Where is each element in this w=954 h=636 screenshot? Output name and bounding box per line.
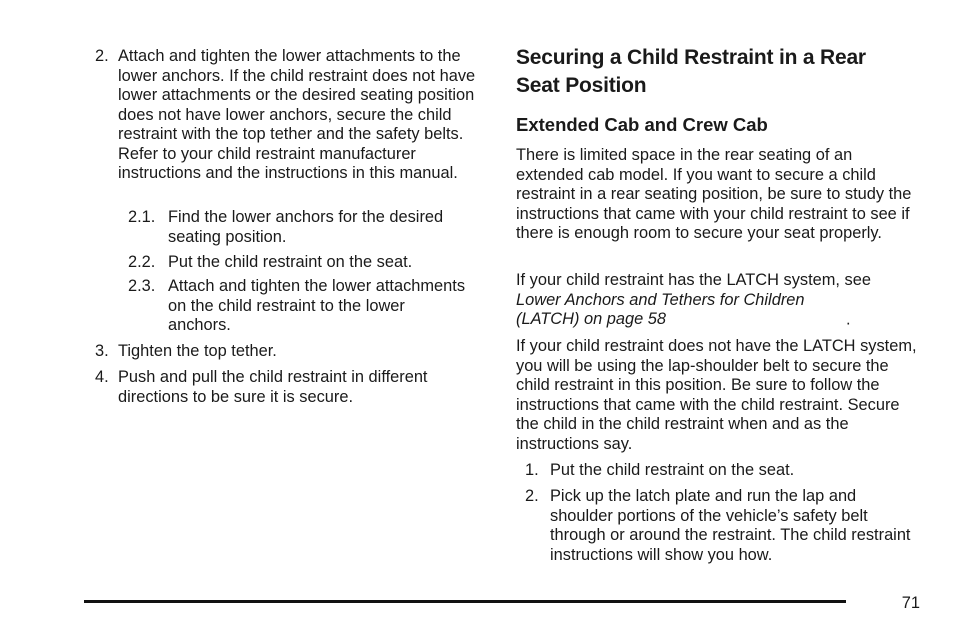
- cross-reference-link[interactable]: Lower Anchors and Tethers for Children (LATCH) on page 58: [516, 290, 805, 328]
- list-item-2: [95, 47, 490, 207]
- sublist-text: Find the lower anchors for the desired seating position.: [168, 208, 444, 246]
- list-number: 3.: [95, 342, 109, 360]
- list-text: Push and pull the child restraint in different directions to be sure it is secure.: [118, 368, 428, 406]
- page-number: 71: [901, 594, 920, 612]
- paragraph-limited-space: There is limited space in the rear seating of an extended cab model. If you want to secure a child restraint in a rear seating position, be sure to study the instructions that came with your child restraint to see if there is enough room to secure your seat properly.: [516, 146, 912, 242]
- step-text: Put the child restraint on the seat.: [550, 461, 795, 479]
- subsection-heading: Extended Cab and Crew Cab: [516, 114, 768, 135]
- sublist-number: 2.1.: [128, 208, 156, 226]
- sublist-number: 2.3.: [128, 277, 156, 295]
- step-number: 1.: [525, 461, 539, 479]
- paragraph-punctuation: .: [846, 310, 851, 328]
- list-number: 2.: [95, 47, 109, 65]
- step-number: 2.: [525, 487, 539, 505]
- paragraph-text: If your child restraint has the LATCH system, see: [516, 271, 871, 289]
- sublist-text: Put the child restraint on the seat.: [168, 253, 413, 271]
- list-number: 4.: [95, 368, 109, 386]
- sublist-number: 2.2.: [128, 253, 156, 271]
- section-heading: Securing a Child Restraint in a Rear Seat Position: [516, 46, 866, 97]
- sublist-text: Attach and tighten the lower attachments on the child restraint to the lower anchors.: [168, 277, 466, 334]
- paragraph-latch-reference: [516, 271, 921, 330]
- paragraph-no-latch: If your child restraint does not have the LATCH system, you will be using the lap-shoulder belt to secure the child restraint in this position. Be sure to follow the instructions that came with the child restraint. Secure the child in the child restraint when and as the instructions say.: [516, 337, 917, 453]
- list-text: Attach and tighten the lower attachments to the lower anchors. If the child restraint does not have lower attachments or the desired seating position does not have lower anchors, secure the child restraint with the top tether and the safety belts. Refer to your child restraint manufacturer instructions and the instructions in this manual.: [118, 47, 476, 182]
- footer-rule: [84, 600, 846, 603]
- step-text: Pick up the latch plate and run the lap and shoulder portions of the vehicle’s safety belt through or around the restraint. The child restraint instructions will show you how.: [550, 487, 911, 564]
- list-text: Tighten the top tether.: [118, 342, 277, 360]
